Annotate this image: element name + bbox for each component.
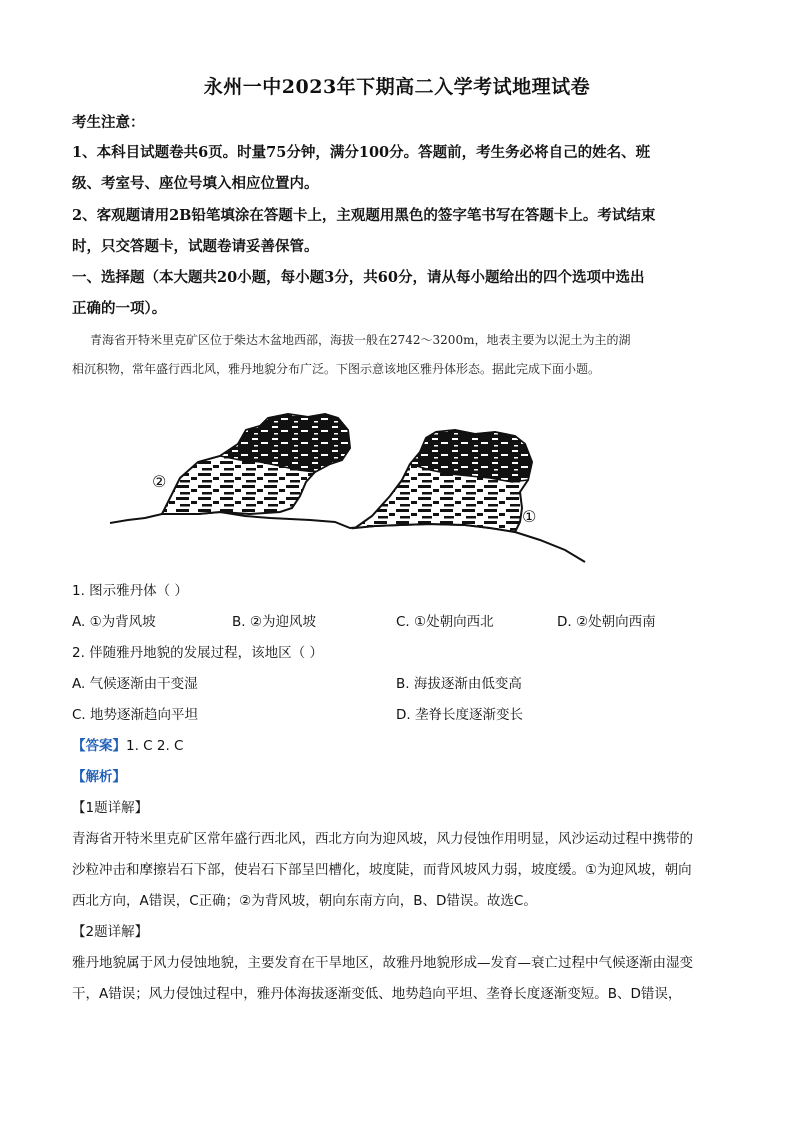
q1-option-d: D. ②处朝向西南 xyxy=(557,614,656,630)
notice-item1-line1: 1、本科目试题卷共6页。时量75分钟，满分100分。答题前，考生务必将自己的姓名、班 xyxy=(72,144,651,161)
intro-line1: 青海省开特米里克矿区位于柴达木盆地西部，海拔一般在2742～3200m，地表主要为以泥土为主的湖 xyxy=(90,333,631,347)
detail2-line1: 雅丹地貌属于风力侵蚀地貌，主要发育在干旱地区，故雅丹地貌形成—发育—衰亡过程中气候逐渐由湿变 xyxy=(72,955,693,971)
q1-option-a: A. ①为背风坡 xyxy=(72,614,156,630)
detail1-line3: 西北方向，A错误，C正确；②为背风坡，朝向东南方向，B、D错误。故选C。 xyxy=(72,893,537,909)
notice-heading: 考生注意： xyxy=(72,114,145,131)
detail1-heading xyxy=(72,796,148,816)
analysis-label: 【解析】 xyxy=(72,769,126,785)
notice-item1-line2: 级、考室号、座位号填入相应位置内。 xyxy=(72,175,319,192)
detail2-heading xyxy=(72,920,148,940)
notice-item2-line2: 时，只交答题卡，试题卷请妥善保管。 xyxy=(72,238,319,255)
detail1-line1: 青海省开特米里克矿区常年盛行西北风，西北方向为迎风坡，风力侵蚀作用明显，风沙运动过程中携带的 xyxy=(72,831,693,847)
figure-label-1: ① xyxy=(522,507,537,526)
q2-option-b: B. 海拔逐渐由低变高 xyxy=(396,676,522,692)
page-title: 永州一中2023年下期高二入学考试地理试卷 xyxy=(203,76,591,98)
intro-line2: 相沉积物，常年盛行西北风，雅丹地貌分布广泛。下图示意该地区雅丹体形态。据此完成下面小题。 xyxy=(72,362,601,376)
q1-option-b: B. ②为迎风坡 xyxy=(232,614,316,630)
section-heading-line1: 一、选择题（本大题共20小题，每小题3分，共60分，请从每小题给出的四个选项中选出 xyxy=(72,269,645,286)
detail1-label: 【1题详解】 xyxy=(72,800,149,816)
answer-line xyxy=(72,734,184,754)
detail2-line2: 干，A错误；风力侵蚀过程中，雅丹体海拔逐渐变低、地势趋向平坦、垄脊长度逐渐变短。B、D错误， xyxy=(72,986,682,1002)
section-heading-line2: 正确的一项）。 xyxy=(72,300,167,317)
q1-stem: 1. 图示雅丹体（ ） xyxy=(72,583,188,599)
q1-option-c: C. ①处朝向西北 xyxy=(396,614,494,630)
yardang-right xyxy=(355,430,532,532)
detail1-line2: 沙粒冲击和摩擦岩石下部，使岩石下部呈凹槽化，坡度陡，而背风坡风力弱，坡度缓。①为迎风坡，朝向 xyxy=(72,862,692,878)
answer-label: 【答案】 xyxy=(72,738,126,754)
notice-item2-line1: 2、客观题请用2B铅笔填涂在答题卡上，主观题用黑色的签字笔书写在答题卡上。考试结束 xyxy=(72,207,656,224)
yardang-figure xyxy=(110,400,600,575)
answer-value: 1. C 2. C xyxy=(126,738,184,754)
yardang-left xyxy=(162,414,350,514)
q2-stem: 2. 伴随雅丹地貌的发展过程，该地区（ ） xyxy=(72,645,323,661)
q2-option-d: D. 垄脊长度逐渐变长 xyxy=(396,707,523,723)
analysis-heading xyxy=(72,765,126,785)
detail2-label: 【2题详解】 xyxy=(72,924,149,940)
figure-label-2: ② xyxy=(152,472,167,491)
q2-option-c: C. 地势逐渐趋向平坦 xyxy=(72,707,199,723)
q2-option-a: A. 气候逐渐由干变湿 xyxy=(72,676,198,692)
